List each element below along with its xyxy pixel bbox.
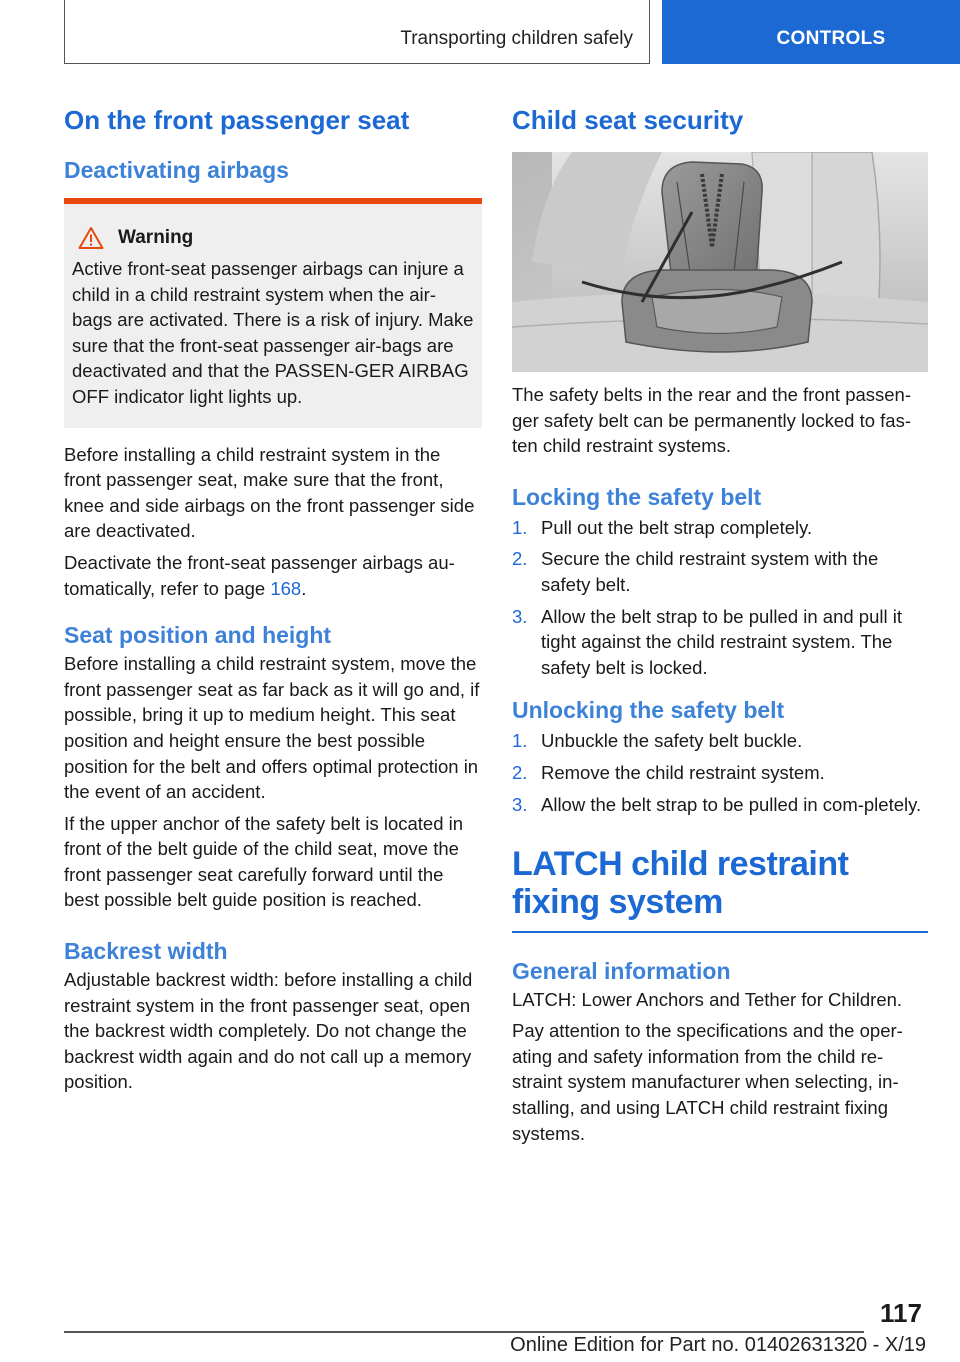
page-link-168[interactable]: 168 xyxy=(270,577,302,599)
heading-unlocking-belt: Unlocking the safety belt xyxy=(512,697,785,724)
chapter-tab xyxy=(662,0,960,64)
para-seat-position: Before installing a child restraint system, move the front passenger seat as far back as it will go and, if possible, bring it up to medium height. This seat position and height ensure the best possible position for the belt and offers optimal protection in the event of an accident. xyxy=(64,653,480,803)
step-text: Pull out the belt strap completely. xyxy=(541,516,813,538)
para-before-installing: Before installing a child restraint system in the front passenger seat, make sure that the front, knee and side airbags on the front passenger side are deactivated. xyxy=(64,443,475,542)
warning-title: Warning xyxy=(118,227,194,248)
warning-text: Active front-seat passenger airbags can injure a child in a child restraint system when the air-bags are activated. There is a risk of injury. Make sure that the front-seat passenger air-bags are deactivated and that the PASSEN-GER AIRBAG OFF indicator light lights up. xyxy=(72,258,474,407)
list-item xyxy=(512,760,928,786)
list-item xyxy=(512,515,928,541)
warning-header xyxy=(72,226,474,250)
para-safety-belts: The safety belts in the rear and the front passen-ger safety belt can be permanently locked to fas-ten child restraint systems. xyxy=(512,384,912,457)
left-column xyxy=(64,100,482,1095)
list-item xyxy=(512,792,928,818)
step-number: 2. xyxy=(512,761,528,783)
section-divider xyxy=(512,931,928,933)
step-number: 2. xyxy=(512,548,528,570)
step-number: 3. xyxy=(512,605,528,627)
heading-child-seat-security: Child seat security xyxy=(512,105,744,135)
step-text: Secure the child restraint system with the safety belt. xyxy=(541,548,879,595)
unlocking-steps-list xyxy=(512,728,928,817)
heading-backrest-width: Backrest width xyxy=(64,938,228,965)
locking-steps-list xyxy=(512,515,928,681)
para-latch-definition: LATCH: Lower Anchors and Tether for Children. xyxy=(512,988,903,1010)
step-text: Allow the belt strap to be pulled in and pull it tight against the child restraint system. The safety belt is locked. xyxy=(541,605,902,678)
child-seat-illustration xyxy=(512,152,928,372)
heading-seat-position: Seat position and height xyxy=(64,622,332,649)
step-number: 1. xyxy=(512,516,528,538)
child-seat-photo xyxy=(512,152,928,372)
para-deactivate-text: Deactivate the front-seat passenger airbags au-tomatically, refer to page xyxy=(64,551,455,599)
page-number: 117 xyxy=(880,1298,922,1328)
para-attention: Pay attention to the specifications and the oper-ating and safety information from the child re-straint system manufacturer when selecting, in-stalling, and using LATCH child restraint fixing systems. xyxy=(512,1020,903,1144)
heading-deactivating-airbags: Deactivating airbags xyxy=(64,157,289,183)
step-number: 1. xyxy=(512,730,528,752)
list-item xyxy=(512,728,928,754)
right-column xyxy=(512,100,928,1146)
header-section-box xyxy=(64,0,650,64)
footer-edition: Online Edition for Part no. 01402631320 - X/19 xyxy=(510,1334,926,1356)
heading-general-information: General information xyxy=(512,957,731,984)
step-number: 3. xyxy=(512,793,528,815)
warning-box xyxy=(64,198,482,428)
section-title: Transporting children safely xyxy=(400,28,633,49)
warning-triangle-icon xyxy=(78,226,104,250)
footer-divider xyxy=(64,1331,864,1333)
heading-front-passenger-seat: On the front passenger seat xyxy=(64,105,410,135)
para-deactivate-end: . xyxy=(301,577,307,599)
heading-latch-system: LATCH child restraint fixing system xyxy=(512,845,849,922)
para-deactivate-automatically xyxy=(64,550,482,601)
step-text: Remove the child restraint system. xyxy=(541,761,825,783)
para-upper-anchor: If the upper anchor of the safety belt is located in front of the belt guide of the child seat, move the front passenger seat carefully forward until the best possible belt guide position is reached. xyxy=(64,812,464,911)
step-text: Allow the belt strap to be pulled in com-pletely. xyxy=(541,793,922,815)
step-text: Unbuckle the safety belt buckle. xyxy=(541,730,803,752)
para-backrest: Adjustable backrest width: before installing a child restraint system in the front passenger seat, open the backrest width completely. Do not change the backrest width again and do not call up a memory position. xyxy=(64,969,473,1093)
chapter-tab-label: CONTROLS xyxy=(776,28,886,49)
list-item xyxy=(512,604,928,681)
heading-locking-belt: Locking the safety belt xyxy=(512,483,762,510)
list-item xyxy=(512,546,928,597)
